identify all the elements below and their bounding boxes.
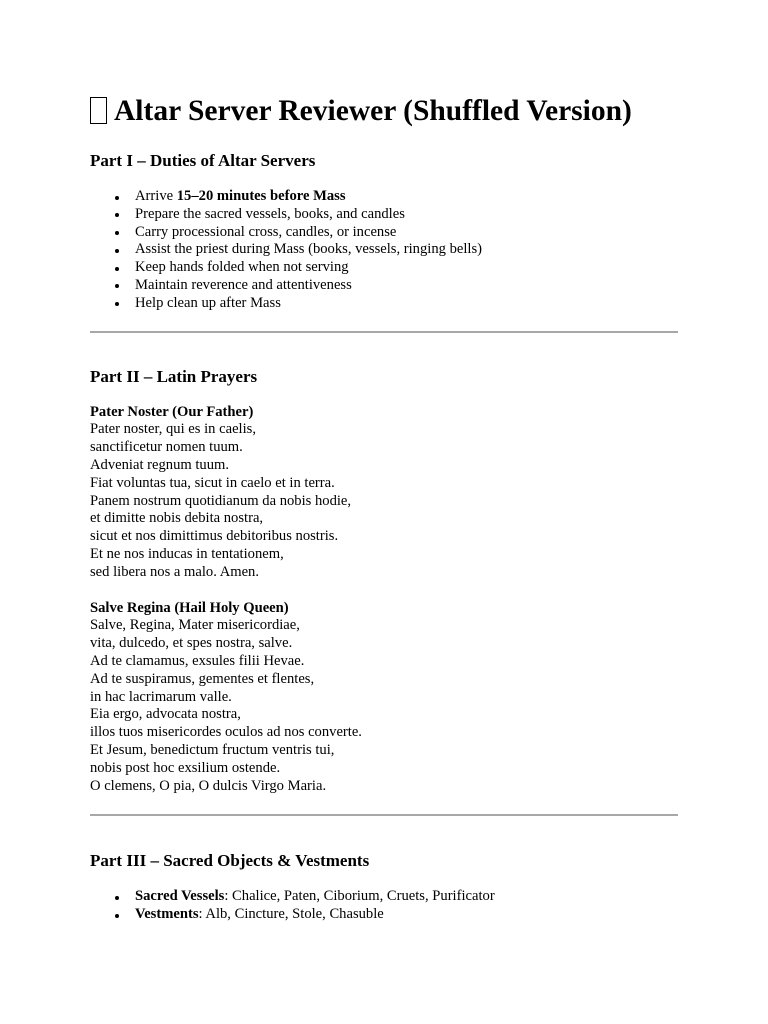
prayer-line: sed libera nos a malo. Amen. xyxy=(90,563,260,580)
prayer-line: Et ne nos inducas in tentationem, xyxy=(90,545,284,562)
prayer-title: Salve Regina (Hail Holy Queen) xyxy=(90,599,289,616)
prayer-line: illos tuos misericordes oculos ad nos converte. xyxy=(90,724,362,741)
section-divider xyxy=(90,331,678,333)
prayer-line: Salve, Regina, Mater misericordiae, xyxy=(90,617,300,634)
prayer-line: vita, dulcedo, et spes nostra, salve. xyxy=(90,635,293,652)
salve-regina-prayer xyxy=(90,600,678,796)
prayer-line: et dimitte nobis debita nostra, xyxy=(90,510,264,527)
prayer-lines xyxy=(90,421,678,581)
prayer-line: Panem nostrum quotidianum da nobis hodie, xyxy=(90,492,352,509)
list-item: Vestments: Alb, Cincture, Stole, Chasuble xyxy=(135,906,678,924)
pater-noster-prayer xyxy=(90,404,678,582)
document-title-text: Altar Server Reviewer (Shuffled Version) xyxy=(114,95,632,127)
prayer-line: Pater noster, qui es in caelis, xyxy=(90,421,256,438)
item-label: Sacred Vessels xyxy=(135,888,225,905)
list-item: Keep hands folded when not serving xyxy=(135,259,678,277)
arrival-time: 15–20 minutes before Mass xyxy=(176,188,346,204)
missing-glyph-icon xyxy=(90,97,107,124)
list-item: Carry processional cross, candles, or incense xyxy=(135,224,678,242)
prayer-line: sicut et nos dimittimus debitoribus nostris. xyxy=(90,528,339,545)
list-item: Prepare the sacred vessels, books, and candles xyxy=(135,206,678,224)
part3-heading: Part III – Sacred Objects & Vestments xyxy=(90,851,370,871)
objects-list xyxy=(90,888,678,924)
duties-list xyxy=(90,188,678,313)
prayer-line: O clemens, O pia, O dulcis Virgo Maria. xyxy=(90,777,327,794)
list-item: Sacred Vessels: Chalice, Paten, Ciborium, Cruets, Purificator xyxy=(135,888,678,906)
prayer-line: Ad te suspiramus, gementes et flentes, xyxy=(90,670,315,687)
prayer-line: Eia ergo, advocata nostra, xyxy=(90,706,241,723)
prayer-lines xyxy=(90,617,678,795)
list-item: Help clean up after Mass xyxy=(135,295,678,313)
item-label: Vestments xyxy=(135,906,199,923)
prayer-title: Pater Noster (Our Father) xyxy=(90,403,254,420)
list-item: Arrive 15–20 minutes before Mass xyxy=(135,188,678,206)
prayer-line: in hac lacrimarum valle. xyxy=(90,688,232,705)
prayer-line: Ad te clamamus, exsules filii Hevae. xyxy=(90,652,305,669)
part1-heading: Part I – Duties of Altar Servers xyxy=(90,151,316,170)
part2-heading: Part II – Latin Prayers xyxy=(90,366,258,386)
document-title xyxy=(90,93,678,129)
prayer-line: nobis post hoc exsilium ostende. xyxy=(90,759,281,776)
prayer-line: Et Jesum, benedictum fructum ventris tui, xyxy=(90,741,335,758)
list-item: Assist the priest during Mass (books, vessels, ringing bells) xyxy=(135,241,678,259)
prayer-line: sanctificetur nomen tuum. xyxy=(90,439,243,456)
list-item: Maintain reverence and attentiveness xyxy=(135,277,678,295)
prayer-line: Adveniat regnum tuum. xyxy=(90,456,230,473)
prayer-line: Fiat voluntas tua, sicut in caelo et in terra. xyxy=(90,474,335,491)
section-divider xyxy=(90,814,678,816)
